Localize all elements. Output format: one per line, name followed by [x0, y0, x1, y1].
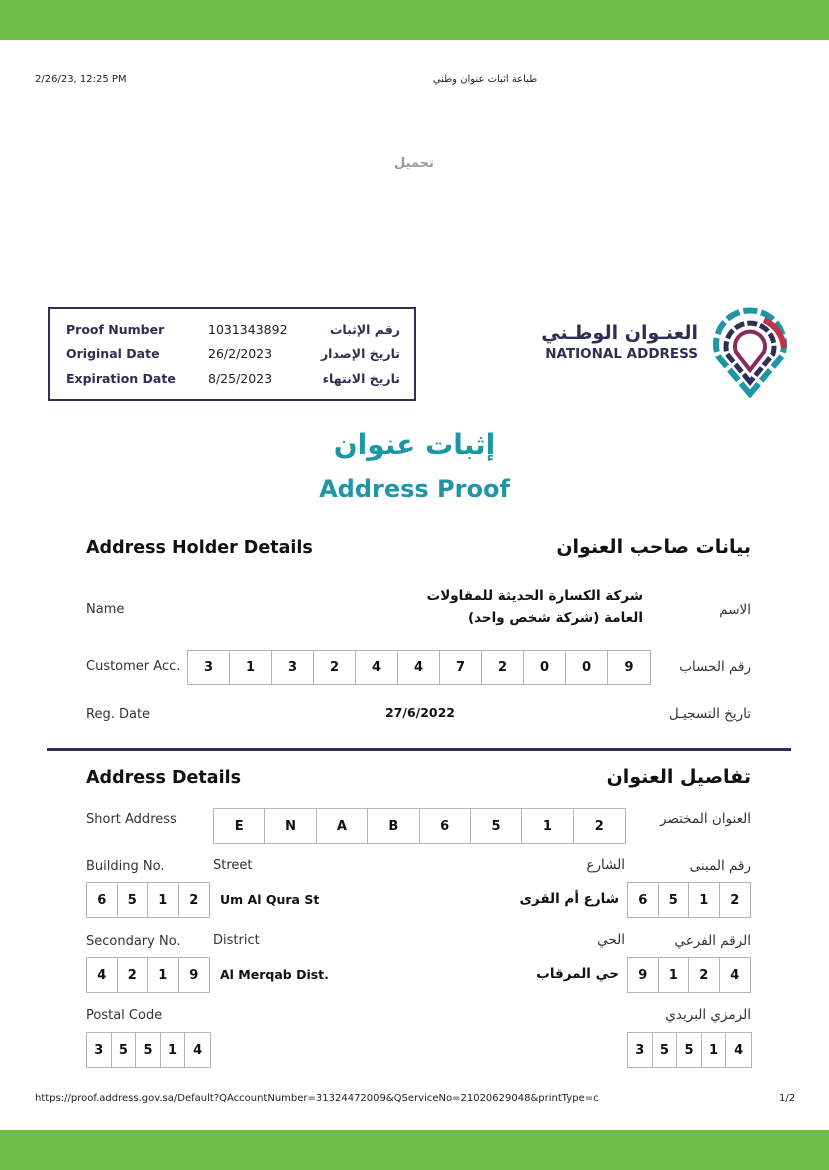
download-link[interactable]: تحميل: [394, 156, 434, 171]
account-label-ar: رقم الحساب: [679, 659, 751, 675]
digit-box: 6: [420, 809, 471, 843]
digit-box: 4: [193, 1042, 203, 1058]
expiration-date-label-ar: تاريخ الانتهاء: [322, 371, 400, 386]
location-pin-icon: [704, 306, 796, 398]
section-divider: [47, 748, 791, 751]
reg-date-value: 27/6/2022: [384, 705, 455, 720]
address-heading-ar: تفاصيل العنوان: [606, 766, 751, 788]
digit-box: 3: [272, 651, 314, 684]
bottom-banner: [0, 1130, 829, 1170]
original-date-value: 26/2/2023: [208, 346, 273, 361]
digit-box: 5: [677, 1033, 702, 1067]
original-date-label: Original Date: [66, 346, 160, 361]
postal-code-label: Postal Code: [86, 1008, 163, 1023]
digit-box: 6: [628, 883, 659, 917]
proof-info-box: [48, 307, 416, 401]
proof-number-row: [50, 322, 414, 342]
digit-box: 4: [87, 958, 118, 992]
building-number-boxes: [86, 882, 210, 918]
title-en: Address Proof: [319, 475, 510, 503]
proof-number-value: 1031343892: [208, 322, 288, 337]
address-heading: Address Details: [86, 768, 242, 788]
original-date-label-ar: تاريخ الإصدار: [320, 346, 400, 361]
digit-box: A: [317, 809, 368, 843]
digit-box: 9: [628, 958, 659, 992]
digit-box: 0: [524, 651, 566, 684]
street-label: Street: [213, 858, 253, 873]
digit-box: 4: [398, 651, 440, 684]
logo-text-ar: العنـوان الوطـني: [541, 322, 698, 344]
footer-url[interactable]: https://proof.address.gov.sa/Default?QAccountNumber=31324472009&QServiceNo=21020629048&printType=c: [35, 1093, 599, 1104]
name-value-line2: العامة (شركة شخص واحد): [467, 610, 643, 626]
digit-box: 5: [118, 883, 149, 917]
short-address-label-ar: العنوان المختصر: [660, 811, 751, 827]
digit-box: 3: [87, 1033, 112, 1067]
proof-number-label-ar: رقم الإثبات: [329, 322, 400, 337]
print-page-title: طباعة اثبات عنوان وطني: [432, 74, 538, 85]
digit-box: B: [368, 809, 419, 843]
footer-page-number: 1/2: [779, 1093, 796, 1104]
digit-box: 6: [87, 883, 118, 917]
street-value: Um Al Qura St: [220, 892, 320, 907]
digit-box: 3: [628, 1033, 653, 1067]
street-value-ar: شارع أم القرى: [519, 891, 619, 907]
national-address-logo: [540, 322, 698, 362]
building-label-ar: رقم المبنى: [689, 858, 751, 874]
account-label: Customer Acc.: [86, 659, 181, 674]
expiration-date-label: Expiration Date: [66, 371, 176, 386]
name-label-ar: الاسم: [719, 602, 751, 618]
secondary-label: Secondary No.: [86, 934, 181, 949]
district-value-ar: حي المرقاب: [536, 966, 619, 982]
street-label-ar: الشارع: [586, 857, 625, 873]
digit-box: 2: [482, 651, 524, 684]
secondary-number-boxes-ar: [627, 957, 751, 993]
building-label: Building No.: [86, 859, 165, 874]
digit-box: 2: [689, 958, 720, 992]
expiration-date-row: [50, 371, 414, 391]
account-digit-boxes: [187, 650, 651, 685]
digit-box: 1: [161, 1033, 186, 1067]
digit-box: N: [265, 809, 316, 843]
secondary-label-ar: الرقم الفرعي: [674, 933, 751, 949]
holder-heading: Address Holder Details: [86, 538, 313, 558]
digit-box: 5: [653, 1033, 678, 1067]
postal-code-boxes-ar: [627, 1032, 752, 1068]
digit-box: 5: [659, 883, 690, 917]
digit-box: 3: [188, 651, 230, 684]
logo-text-en: NATIONAL ADDRESS: [545, 346, 698, 362]
reg-date-label-ar: تاريخ التسجيـل: [668, 706, 751, 722]
digit-box: 7: [440, 651, 482, 684]
digit-box: 1: [689, 883, 720, 917]
print-datetime: 2/26/23, 12:25 PM: [35, 74, 127, 85]
digit-box: 1: [702, 1033, 727, 1067]
title-ar: إثبات عنوان: [333, 428, 496, 461]
district-label: District: [213, 933, 260, 948]
holder-heading-ar: بيانات صاحب العنوان: [556, 536, 751, 558]
digit-box: 2: [118, 958, 149, 992]
digit-box: 1: [148, 883, 179, 917]
expiration-date-value: 8/25/2023: [208, 371, 273, 386]
digit-box: 0: [566, 651, 608, 684]
digit-box: 1: [230, 651, 272, 684]
building-number-boxes-ar: [627, 882, 751, 918]
digit-box: 2: [594, 818, 604, 834]
digit-box: 4: [730, 967, 740, 983]
digit-box: 2: [189, 892, 199, 908]
digit-box: 5: [136, 1033, 161, 1067]
digit-box: 9: [189, 967, 199, 983]
name-value-line1: شركة الكسارة الحديثة للمقاولات: [426, 588, 643, 604]
reg-date-label: Reg. Date: [86, 707, 151, 722]
district-label-ar: الحي: [597, 932, 625, 948]
digit-box: 9: [624, 660, 634, 675]
district-value: Al Merqab Dist.: [220, 967, 329, 982]
original-date-row: [50, 346, 414, 366]
digit-box: 4: [734, 1042, 744, 1058]
postal-code-boxes: [86, 1032, 211, 1068]
digit-box: 2: [314, 651, 356, 684]
name-label: Name: [86, 602, 125, 617]
top-banner: [0, 0, 829, 40]
digit-box: E: [214, 809, 265, 843]
digit-box: 5: [112, 1033, 137, 1067]
proof-number-label: Proof Number: [66, 322, 165, 337]
digit-box: 5: [471, 809, 522, 843]
postal-code-label-ar: الرمزي البريدي: [665, 1007, 751, 1023]
secondary-number-boxes: [86, 957, 210, 993]
short-address-boxes: [213, 808, 626, 844]
digit-box: 4: [356, 651, 398, 684]
digit-box: 1: [148, 958, 179, 992]
short-address-label: Short Address: [86, 812, 177, 827]
digit-box: 1: [522, 809, 573, 843]
digit-box: 2: [730, 892, 740, 908]
digit-box: 1: [659, 958, 690, 992]
